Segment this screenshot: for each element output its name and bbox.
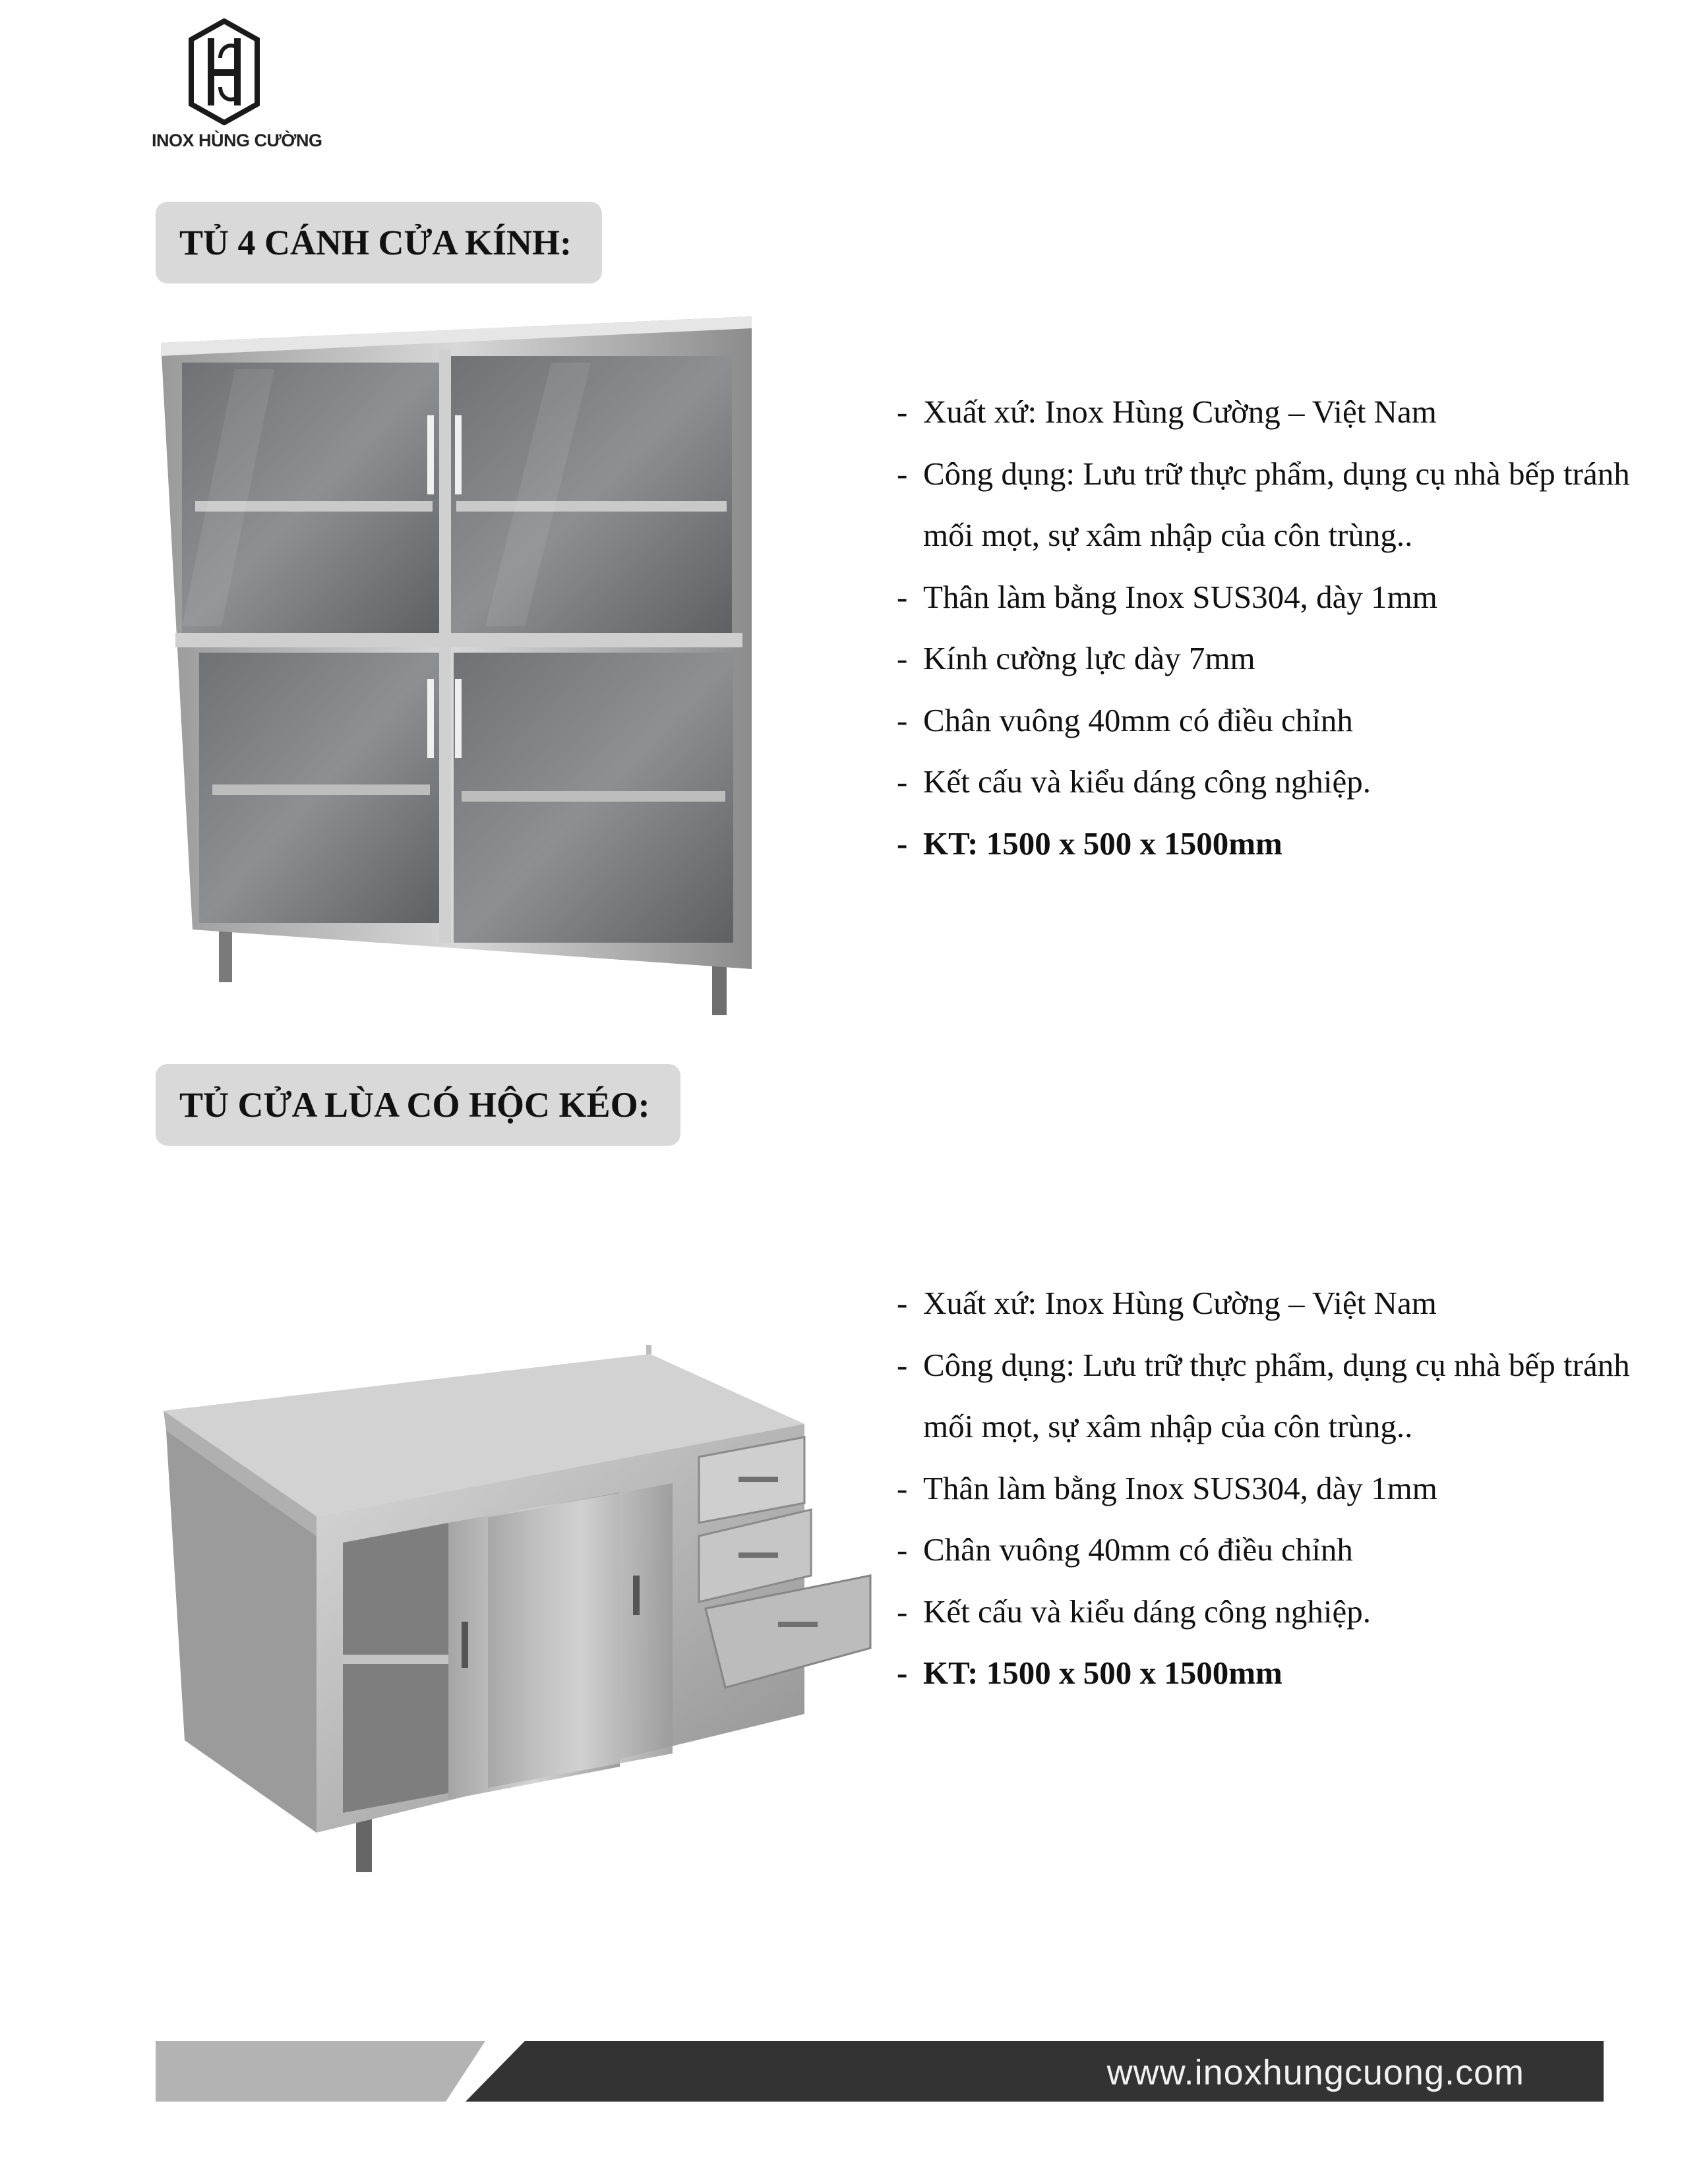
spec-origin: - Xuất xứ: Inox Hùng Cường – Việt Nam [897, 1272, 1655, 1334]
spec-usage: - Công dụng: Lưu trữ thực phẩm, dụng cụ nhà bếp tránh mối mọt, sự xâm nhập của côn trùng.. [897, 443, 1655, 566]
spec-dimensions: - KT: 1500 x 500 x 1500mm [897, 813, 1655, 875]
spec-material: - Thân làm bằng Inox SUS304, dày 1mm [897, 566, 1655, 628]
hc-monogram-icon [189, 18, 260, 125]
section-title-sliding-cabinet: TỦ CỬA LÙA CÓ HỘC KÉO: [156, 1064, 680, 1146]
sliding-cabinet-photo [158, 1345, 884, 1882]
glass-cabinet-specs [897, 381, 1655, 874]
footer-bar [156, 2041, 1604, 2102]
spec-legs: - Chân vuông 40mm có điều chỉnh [897, 1519, 1655, 1581]
section-title-glass-cabinet: TỦ 4 CÁNH CỬA KÍNH: [156, 202, 602, 283]
spec-dimensions: - KT: 1500 x 500 x 1500mm [897, 1642, 1655, 1704]
spec-legs: - Chân vuông 40mm có điều chỉnh [897, 690, 1655, 752]
brand-name: INOX HÙNG CƯỜNG [152, 131, 322, 150]
spec-design: - Kết cấu và kiểu dáng công nghiệp. [897, 751, 1655, 813]
brand-logo [152, 18, 322, 157]
spec-usage: - Công dụng: Lưu trữ thực phẩm, dụng cụ nhà bếp tránh mối mọt, sự xâm nhập của côn trùng.. [897, 1334, 1655, 1458]
website-link[interactable]: www.inoxhungcuong.com [1106, 2053, 1524, 2092]
spec-material: - Thân làm bằng Inox SUS304, dày 1mm [897, 1458, 1655, 1520]
sliding-cabinet-specs [897, 1272, 1655, 1704]
spec-design: - Kết cấu và kiểu dáng công nghiệp. [897, 1581, 1655, 1643]
spec-origin: - Xuất xứ: Inox Hùng Cường – Việt Nam [897, 381, 1655, 443]
spec-glass: - Kính cường lực dày 7mm [897, 628, 1655, 690]
glass-cabinet-photo [156, 310, 756, 1038]
